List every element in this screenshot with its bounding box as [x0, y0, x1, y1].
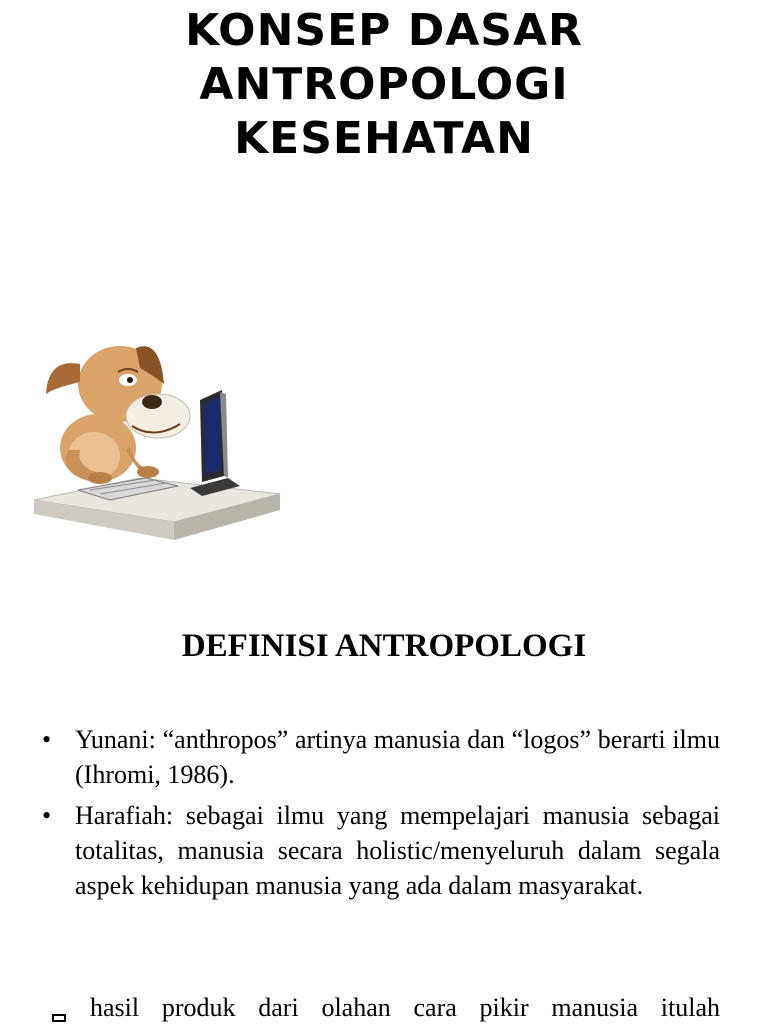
extra-paragraph [48, 990, 720, 1025]
bullet-marker: • [42, 801, 52, 830]
list-item [40, 722, 720, 792]
bullet-list [40, 722, 720, 909]
title-line-1: KONSEP DASAR [185, 5, 583, 56]
bullet-marker: • [42, 725, 52, 754]
square-bullet-icon [52, 1014, 66, 1022]
section-heading: DEFINISI ANTROPOLOGI [181, 628, 587, 664]
bullet-text: Yunani: “anthropos” artinya manusia dan “logos” berarti ilmu (Ihromi, 1986). [75, 725, 720, 789]
extra-text: hasil produk dari olahan cara pikir manusia itulah [90, 993, 720, 1022]
cartoon-dog-at-computer-icon [28, 318, 288, 550]
title-line-2: ANTROPOLOGI [199, 59, 569, 110]
title-line-3: KESEHATAN [234, 113, 534, 164]
slide-title [0, 4, 768, 166]
list-item [40, 798, 720, 903]
bullet-text: Harafiah: sebagai ilmu yang mempelajari manusia sebagai totalitas, manusia secara holistic/menyeluruh dalam segala aspek kehidupan manusia yang ada dalam masyarakat. [75, 801, 720, 900]
